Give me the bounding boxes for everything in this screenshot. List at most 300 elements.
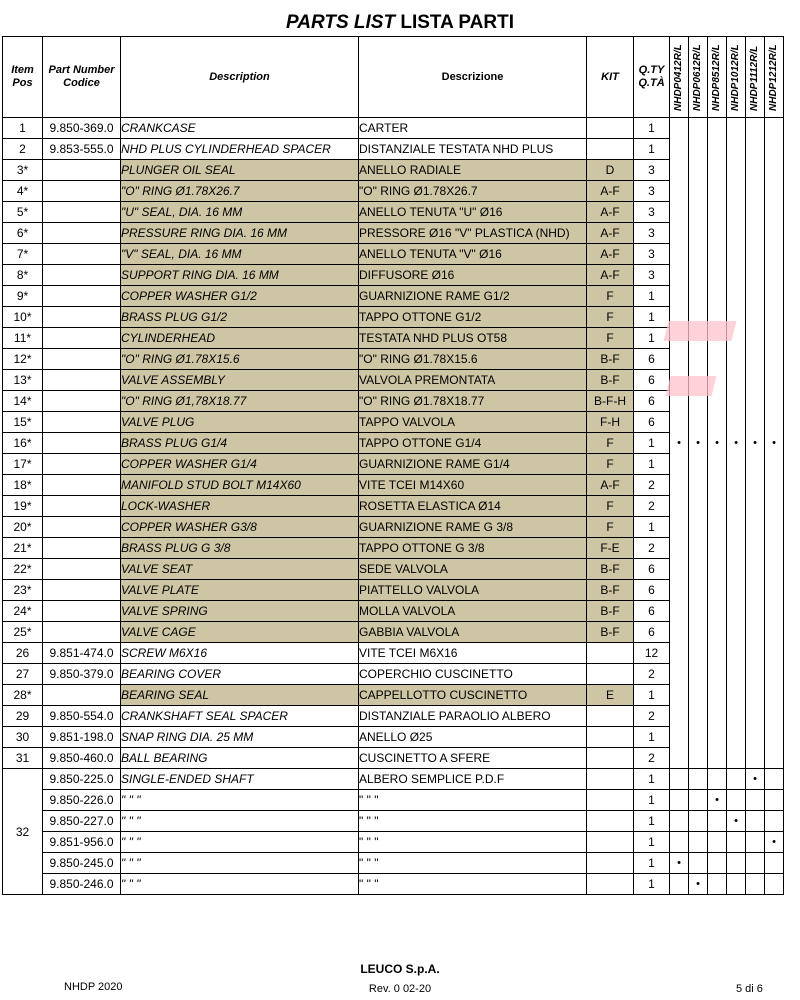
model-mark-cell [708, 643, 727, 664]
title-english: PARTS LIST [285, 12, 396, 33]
item-pos-cell: 23* [3, 580, 43, 601]
model-mark-cell [727, 601, 746, 622]
model-mark-cell [746, 664, 765, 685]
kit-cell [587, 664, 634, 685]
model-mark-cell [765, 811, 784, 832]
descrizione-cell: VITE TCEI M14X60 [359, 475, 587, 496]
model-mark-cell [727, 643, 746, 664]
model-mark-cell [670, 769, 689, 790]
item-pos-cell: 22* [3, 559, 43, 580]
model-mark-cell [765, 475, 784, 496]
model-mark-cell [708, 580, 727, 601]
descrizione-cell: CARTER [359, 118, 587, 139]
description-cell: BALL BEARING [121, 748, 359, 769]
model-mark-cell [689, 223, 708, 244]
item-pos-cell: 15* [3, 412, 43, 433]
table-row [3, 706, 784, 727]
kit-cell: F-E [587, 538, 634, 559]
qty-cell: 6 [634, 580, 670, 601]
qty-cell: 1 [634, 286, 670, 307]
highlight-mark [666, 376, 717, 396]
description-cell: COPPER WASHER G1/2 [121, 286, 359, 307]
qty-cell: 1 [634, 118, 670, 139]
model-mark-cell [689, 349, 708, 370]
model-mark-cell [765, 601, 784, 622]
item-pos-cell: 26 [3, 643, 43, 664]
qty-cell: 6 [634, 412, 670, 433]
model-mark-cell [689, 475, 708, 496]
model-mark-cell [708, 139, 727, 160]
description-cell: " " " [121, 874, 359, 895]
header-model-1112: NHDP1112R/L [746, 37, 765, 118]
part-number-cell: 9.850-226.0 [43, 790, 121, 811]
item-pos-cell: 5* [3, 202, 43, 223]
model-mark-cell [689, 118, 708, 139]
model-mark-cell [765, 454, 784, 475]
model-mark-cell [727, 853, 746, 874]
item-pos-cell: 2 [3, 139, 43, 160]
model-mark-cell [727, 517, 746, 538]
qty-cell: 2 [634, 664, 670, 685]
model-mark-cell [765, 874, 784, 895]
model-mark-cell [727, 664, 746, 685]
table-row [3, 454, 784, 475]
model-mark-cell [689, 454, 708, 475]
model-mark-cell [670, 832, 689, 853]
model-mark-cell [727, 727, 746, 748]
model-mark-cell [765, 538, 784, 559]
qty-cell: 2 [634, 706, 670, 727]
model-mark-cell [746, 454, 765, 475]
qty-cell: 3 [634, 202, 670, 223]
item-pos-cell: 25* [3, 622, 43, 643]
model-mark-cell [689, 160, 708, 181]
model-mark-cell [765, 202, 784, 223]
footer-brand: LEUCO S.p.A. [360, 962, 440, 976]
model-mark-cell [765, 118, 784, 139]
description-cell: BEARING COVER [121, 664, 359, 685]
model-mark-cell [746, 853, 765, 874]
model-mark-cell: • [746, 769, 765, 790]
model-mark-cell [670, 286, 689, 307]
part-number-cell [43, 559, 121, 580]
model-mark-cell [746, 622, 765, 643]
model-mark-cell [727, 265, 746, 286]
kit-cell: A-F [587, 475, 634, 496]
qty-cell: 1 [634, 517, 670, 538]
model-mark-cell [708, 727, 727, 748]
kit-cell [587, 118, 634, 139]
header-model-0612: NHDP0612R/L [689, 37, 708, 118]
model-mark-cell [670, 580, 689, 601]
kit-cell: D [587, 160, 634, 181]
table-row [3, 685, 784, 706]
kit-cell [587, 811, 634, 832]
item-pos-cell: 12* [3, 349, 43, 370]
model-mark-cell [708, 769, 727, 790]
model-mark-cell [746, 580, 765, 601]
part-number-cell: 9.851-956.0 [43, 832, 121, 853]
table-row [3, 853, 784, 874]
descrizione-cell: DISTANZIALE PARAOLIO ALBERO [359, 706, 587, 727]
descrizione-cell: " " " [359, 811, 587, 832]
model-mark-cell [746, 748, 765, 769]
model-mark-cell [746, 727, 765, 748]
model-mark-cell: • [765, 832, 784, 853]
part-number-cell: 9.850-245.0 [43, 853, 121, 874]
model-mark-cell [765, 580, 784, 601]
descrizione-cell: TAPPO OTTONE G 3/8 [359, 538, 587, 559]
model-mark-cell [746, 790, 765, 811]
qty-cell: 1 [634, 454, 670, 475]
part-number-cell: 9.850-225.0 [43, 769, 121, 790]
model-mark-cell [746, 685, 765, 706]
model-mark-cell [746, 202, 765, 223]
part-number-cell [43, 538, 121, 559]
descrizione-cell: VALVOLA PREMONTATA [359, 370, 587, 391]
qty-cell: 2 [634, 475, 670, 496]
description-cell: VALVE CAGE [121, 622, 359, 643]
model-mark-cell: • [708, 790, 727, 811]
description-cell: " " " [121, 811, 359, 832]
header-qty: Q.TY Q.TÀ [634, 37, 670, 118]
model-mark-cell [689, 811, 708, 832]
table-row [3, 559, 784, 580]
model-mark-cell [708, 223, 727, 244]
model-mark-cell [765, 307, 784, 328]
model-mark-cell [746, 118, 765, 139]
qty-cell: 6 [634, 601, 670, 622]
qty-cell: 3 [634, 265, 670, 286]
kit-cell: B-F [587, 601, 634, 622]
table-row [3, 580, 784, 601]
header-model-1012: NHDP1012R/L [727, 37, 746, 118]
part-number-cell [43, 223, 121, 244]
part-number-cell [43, 517, 121, 538]
description-cell: "O" RING Ø1.78X26.7 [121, 181, 359, 202]
description-cell: CRANKCASE [121, 118, 359, 139]
part-number-cell [43, 244, 121, 265]
part-number-cell [43, 307, 121, 328]
kit-cell: F [587, 328, 634, 349]
model-mark-cell [670, 412, 689, 433]
kit-cell: A-F [587, 202, 634, 223]
qty-cell: 1 [634, 853, 670, 874]
model-mark-cell [727, 202, 746, 223]
model-mark-cell [727, 223, 746, 244]
kit-cell: A-F [587, 181, 634, 202]
model-mark-cell [765, 748, 784, 769]
description-cell: BRASS PLUG G1/4 [121, 433, 359, 454]
model-mark-cell [765, 160, 784, 181]
model-mark-cell [746, 244, 765, 265]
kit-cell [587, 832, 634, 853]
model-mark-cell [765, 559, 784, 580]
descrizione-cell: ANELLO TENUTA "V" Ø16 [359, 244, 587, 265]
model-mark-cell [708, 160, 727, 181]
description-cell: "V" SEAL, DIA. 16 MM [121, 244, 359, 265]
table-row [3, 307, 784, 328]
table-row [3, 160, 784, 181]
model-mark-cell [727, 412, 746, 433]
model-mark-cell [765, 517, 784, 538]
descrizione-cell: MOLLA VALVOLA [359, 601, 587, 622]
descrizione-cell: TESTATA NHD PLUS OT58 [359, 328, 587, 349]
description-cell: "O" RING Ø1,78X18.77 [121, 391, 359, 412]
part-number-cell [43, 328, 121, 349]
kit-cell: F [587, 496, 634, 517]
footer-revision: Rev. 0 02-20 [368, 983, 432, 995]
kit-cell [587, 874, 634, 895]
model-mark-cell [765, 370, 784, 391]
qty-cell: 1 [634, 727, 670, 748]
model-mark-cell [727, 139, 746, 160]
model-mark-cell [765, 643, 784, 664]
table-row [3, 244, 784, 265]
model-mark-cell [708, 265, 727, 286]
model-mark-cell [689, 790, 708, 811]
description-cell: COPPER WASHER G3/8 [121, 517, 359, 538]
kit-cell [587, 748, 634, 769]
part-number-cell [43, 349, 121, 370]
table-row [3, 139, 784, 160]
model-mark-cell [670, 496, 689, 517]
table-row [3, 223, 784, 244]
model-mark-cell [708, 349, 727, 370]
item-pos-cell: 29 [3, 706, 43, 727]
model-mark-cell [746, 160, 765, 181]
model-mark-cell [708, 874, 727, 895]
part-number-cell [43, 622, 121, 643]
model-mark-cell [708, 454, 727, 475]
part-number-cell [43, 454, 121, 475]
table-row [3, 181, 784, 202]
model-mark-cell [765, 139, 784, 160]
item-pos-cell: 9* [3, 286, 43, 307]
model-mark-cell [765, 328, 784, 349]
model-mark-cell [670, 139, 689, 160]
model-mark-cell: • [765, 433, 784, 454]
description-cell: PRESSURE RING DIA. 16 MM [121, 223, 359, 244]
descrizione-cell: CUSCINETTO A SFERE [359, 748, 587, 769]
model-mark-cell [670, 538, 689, 559]
model-mark-cell [689, 769, 708, 790]
model-mark-cell [727, 160, 746, 181]
item-pos-cell: 17* [3, 454, 43, 475]
description-cell: VALVE ASSEMBLY [121, 370, 359, 391]
table-row [3, 412, 784, 433]
item-pos-cell: 1 [3, 118, 43, 139]
model-mark-cell [727, 748, 746, 769]
model-mark-cell [746, 265, 765, 286]
table-row [3, 664, 784, 685]
model-mark-cell [670, 223, 689, 244]
parts-table [2, 36, 784, 895]
model-mark-cell [708, 811, 727, 832]
table-row [3, 622, 784, 643]
model-mark-cell [689, 706, 708, 727]
part-number-cell [43, 160, 121, 181]
descrizione-cell: TAPPO OTTONE G1/4 [359, 433, 587, 454]
kit-cell: F [587, 307, 634, 328]
model-mark-cell [765, 265, 784, 286]
item-pos-cell: 21* [3, 538, 43, 559]
model-mark-cell [689, 496, 708, 517]
model-mark-cell [727, 874, 746, 895]
qty-cell: 1 [634, 874, 670, 895]
part-number-cell [43, 265, 121, 286]
part-number-cell: 9.853-555.0 [43, 139, 121, 160]
item-pos-cell: 28* [3, 685, 43, 706]
table-row [3, 727, 784, 748]
table-row [3, 265, 784, 286]
model-mark-cell: • [670, 433, 689, 454]
header-model-1212: NHDP1212R/L [765, 37, 784, 118]
model-mark-cell [765, 412, 784, 433]
item-pos-cell: 30 [3, 727, 43, 748]
model-mark-cell [689, 202, 708, 223]
description-cell: CYLINDERHEAD [121, 328, 359, 349]
model-mark-cell [746, 391, 765, 412]
kit-cell: B-F [587, 559, 634, 580]
model-mark-cell [670, 727, 689, 748]
model-mark-cell [727, 286, 746, 307]
model-mark-cell [670, 118, 689, 139]
model-mark-cell [670, 790, 689, 811]
table-row [3, 874, 784, 895]
model-mark-cell [727, 118, 746, 139]
descrizione-cell: "O" RING Ø1.78X18.77 [359, 391, 587, 412]
kit-cell [587, 139, 634, 160]
model-mark-cell [708, 832, 727, 853]
descrizione-cell: " " " [359, 790, 587, 811]
kit-cell [587, 769, 634, 790]
item-pos-cell: 3* [3, 160, 43, 181]
model-mark-cell [689, 517, 708, 538]
model-mark-cell: • [689, 433, 708, 454]
part-number-cell [43, 286, 121, 307]
item-pos-cell: 7* [3, 244, 43, 265]
qty-cell: 2 [634, 538, 670, 559]
model-mark-cell [670, 202, 689, 223]
header-row [3, 37, 784, 118]
descrizione-cell: " " " [359, 853, 587, 874]
model-mark-cell: • [689, 874, 708, 895]
table-row [3, 349, 784, 370]
model-mark-cell: • [727, 433, 746, 454]
model-mark-cell [670, 475, 689, 496]
part-number-cell [43, 580, 121, 601]
part-number-cell: 9.850-369.0 [43, 118, 121, 139]
model-mark-cell [708, 664, 727, 685]
model-mark-cell [727, 559, 746, 580]
model-mark-cell [727, 706, 746, 727]
kit-cell [587, 706, 634, 727]
model-mark-cell [689, 139, 708, 160]
model-mark-cell [670, 811, 689, 832]
qty-cell: 6 [634, 391, 670, 412]
model-mark-cell [727, 538, 746, 559]
model-mark-cell [765, 181, 784, 202]
model-mark-cell [765, 244, 784, 265]
model-mark-cell [670, 265, 689, 286]
description-cell: " " " [121, 790, 359, 811]
header-part-number: Part Number Codice [43, 37, 121, 118]
table-row [3, 643, 784, 664]
descrizione-cell: ANELLO Ø25 [359, 727, 587, 748]
description-cell: " " " [121, 853, 359, 874]
model-mark-cell [746, 538, 765, 559]
kit-cell: A-F [587, 265, 634, 286]
descrizione-cell: COPERCHIO CUSCINETTO [359, 664, 587, 685]
descrizione-cell: SEDE VALVOLA [359, 559, 587, 580]
model-mark-cell [689, 685, 708, 706]
descrizione-cell: ANELLO RADIALE [359, 160, 587, 181]
descrizione-cell: DISTANZIALE TESTATA NHD PLUS [359, 139, 587, 160]
item-pos-cell: 31 [3, 748, 43, 769]
description-cell: " " " [121, 832, 359, 853]
header-descrizione: Descrizione [359, 37, 587, 118]
table-row [3, 286, 784, 307]
item-pos-cell: 20* [3, 517, 43, 538]
part-number-cell [43, 475, 121, 496]
model-mark-cell [689, 286, 708, 307]
descrizione-cell: " " " [359, 832, 587, 853]
description-cell: SINGLE-ENDED SHAFT [121, 769, 359, 790]
descrizione-cell: ALBERO SEMPLICE P.D.F [359, 769, 587, 790]
part-number-cell [43, 370, 121, 391]
model-mark-cell [727, 622, 746, 643]
descrizione-cell: CAPPELLOTTO CUSCINETTO [359, 685, 587, 706]
table-row [3, 769, 784, 790]
model-mark-cell [670, 874, 689, 895]
kit-cell: B-F-H [587, 391, 634, 412]
model-mark-cell [708, 559, 727, 580]
item-pos-cell: 6* [3, 223, 43, 244]
item-pos-cell: 13* [3, 370, 43, 391]
kit-cell: F [587, 433, 634, 454]
model-mark-cell [689, 622, 708, 643]
model-mark-cell [689, 727, 708, 748]
model-mark-cell [765, 790, 784, 811]
model-mark-cell [727, 391, 746, 412]
descrizione-cell: PRESSORE Ø16 "V" PLASTICA (NHD) [359, 223, 587, 244]
qty-cell: 3 [634, 181, 670, 202]
model-mark-cell [670, 685, 689, 706]
qty-cell: 6 [634, 349, 670, 370]
descrizione-cell: ANELLO TENUTA "U" Ø16 [359, 202, 587, 223]
kit-cell: B-F [587, 622, 634, 643]
model-mark-cell [708, 538, 727, 559]
model-mark-cell [746, 706, 765, 727]
part-number-cell [43, 181, 121, 202]
part-number-cell [43, 601, 121, 622]
kit-cell: F [587, 517, 634, 538]
model-mark-cell [765, 769, 784, 790]
model-mark-cell [746, 517, 765, 538]
part-number-cell: 9.851-474.0 [43, 643, 121, 664]
qty-cell: 2 [634, 496, 670, 517]
kit-cell: B-F [587, 370, 634, 391]
model-mark-cell [670, 706, 689, 727]
descrizione-cell: GUARNIZIONE RAME G 3/8 [359, 517, 587, 538]
model-mark-cell [746, 349, 765, 370]
model-mark-cell [746, 601, 765, 622]
model-mark-cell [708, 601, 727, 622]
table-row [3, 790, 784, 811]
part-number-cell: 9.850-227.0 [43, 811, 121, 832]
part-number-cell [43, 496, 121, 517]
